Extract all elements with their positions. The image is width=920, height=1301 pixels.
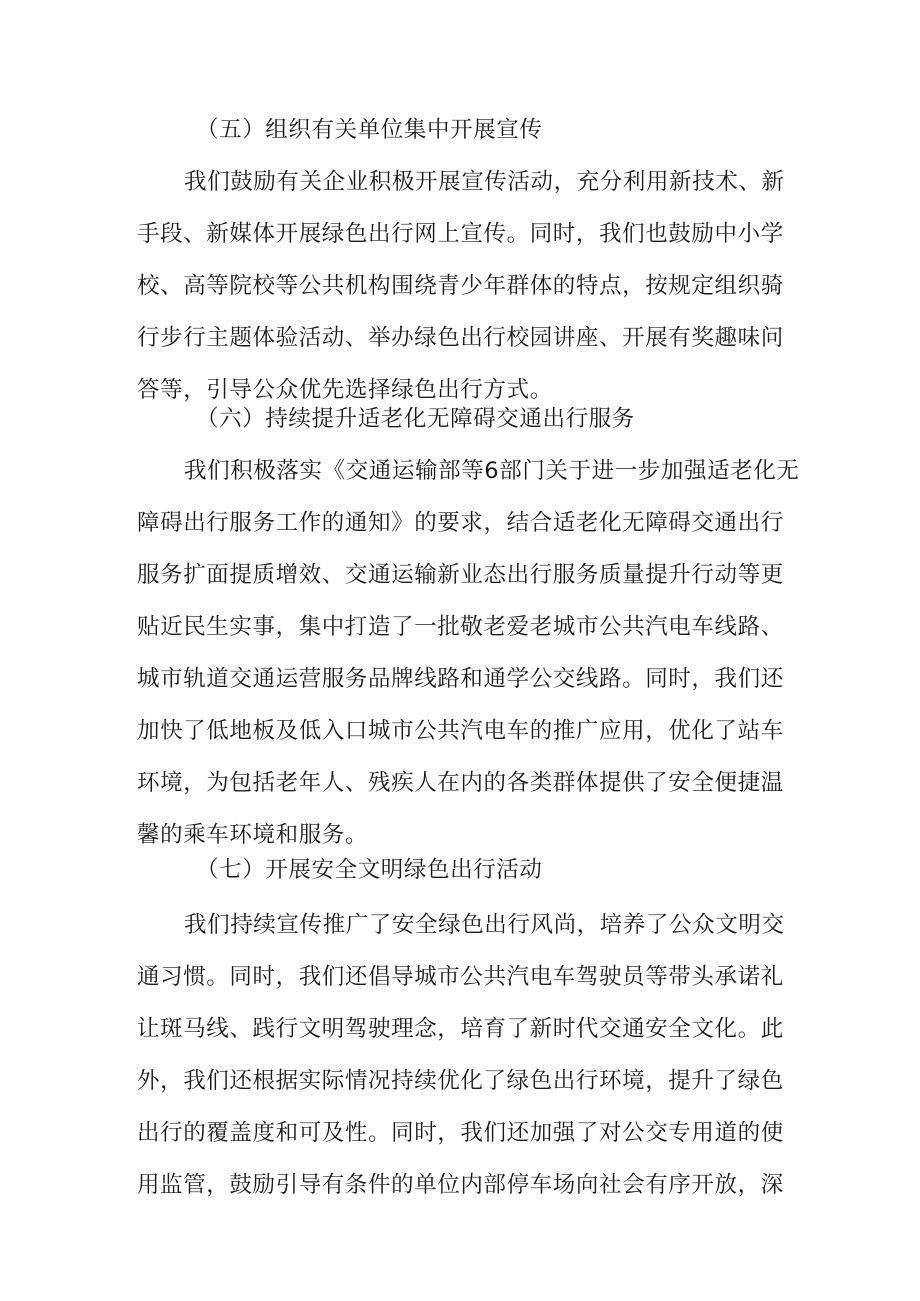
paragraph-line: 服务扩面提质增效、交通运输新业态出行服务质量提升行动等更: [137, 562, 784, 588]
section-heading: （五）组织有关单位集中开展宣传: [196, 117, 543, 143]
paragraph-line: 让斑马线、践行文明驾驶理念，培育了新时代交通安全文化。此: [137, 1016, 784, 1042]
paragraph-line: 城市轨道交通运营服务品牌线路和通学公交线路。同时，我们还: [137, 666, 784, 692]
paragraph-line: 我们持续宣传推广了安全绿色出行风尚，培养了公众文明交: [184, 912, 785, 938]
paragraph-line: 通习惯。同时，我们还倡导城市公共汽电车驾驶员等带头承诺礼: [137, 964, 784, 990]
paragraph-line: 手段、新媒体开展绿色出行网上宣传。同时，我们也鼓励中小学: [137, 221, 784, 247]
paragraph-line: 障碍出行服务工作的通知》的要求，结合适老化无障碍交通出行: [137, 510, 784, 536]
section-heading: （七）开展安全文明绿色出行活动: [196, 857, 543, 883]
paragraph-line: 校、高等院校等公共机构围绕青少年群体的特点，按规定组织骑: [137, 273, 784, 299]
paragraph-line: 答等，引导公众优先选择绿色出行方式。: [137, 377, 553, 403]
paragraph-line: 出行的覆盖度和可及性。同时，我们还加强了对公交专用道的使: [137, 1120, 784, 1146]
paragraph-line: 用监管，鼓励引导有条件的单位内部停车场向社会有序开放，深: [137, 1172, 784, 1198]
paragraph-line: 我们积极落实《交通运输部等6部门关于进一步加强适老化无: [184, 458, 800, 484]
paragraph-line: 加快了低地板及低入口城市公共汽电车的推广应用，优化了站车: [137, 718, 784, 744]
paragraph-line: 我们鼓励有关企业积极开展宣传活动，充分利用新技术、新: [184, 169, 785, 195]
paragraph-line: 行步行主题体验活动、举办绿色出行校园讲座、开展有奖趣味问: [137, 325, 784, 351]
section-heading: （六）持续提升适老化无障碍交通出行服务: [196, 406, 635, 432]
paragraph-line: 馨的乘车环境和服务。: [137, 822, 369, 848]
paragraph-line: 外，我们还根据实际情况持续优化了绿色出行环境，提升了绿色: [137, 1068, 784, 1094]
paragraph-line: 贴近民生实事，集中打造了一批敬老爱老城市公共汽电车线路、: [137, 614, 784, 640]
paragraph-line: 环境，为包括老年人、残疾人在内的各类群体提供了安全便捷温: [137, 770, 784, 796]
